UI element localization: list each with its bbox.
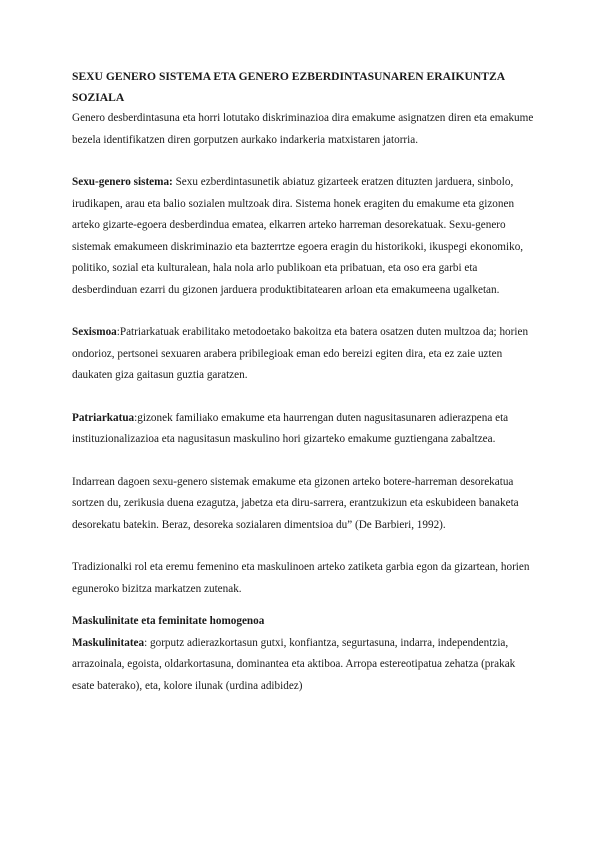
definition-text: Sexu ezberdintasunetik abiatuz gizarteek eratzen dituzten jarduera, sinbolo, irudikapen, arau eta balio sozialen multzoak dira. Sistema honek eragiten du emakume eta gizonen arteko gizarte-egoera desberdindua ematea, elkarren arteko harreman desorekatuak. Sexu-genero sistemak emakumeen diskriminazio eta bazterrtze egoera eragin du historikoki, ikuspegi ekonomiko, politiko, sozial eta kulturalean, hala nola arlo publikoan eta pribatuan, eta oso era garbi eta desberdinduan ezarri du gizonen jarduera produktibitatearen arloan eta emakumeena ugalketan.: [72, 176, 524, 296]
definition-term: Patriarkatua: [72, 411, 135, 424]
definition-text: :gizonek familiako emakume eta haurrengan duten nagusitasunaren adierazpena eta instituzionalizazioa eta nagusitasun maskulino hori gizarteko emakume guztiengana zabaltzea.: [72, 411, 509, 445]
intro-paragraph: Genero desberdintasuna eta horri lotutako diskriminazioa dira emakume asignatzen diren eta emakume bezela identifikatzen diren gorputzen aurkako indarkeria matxistaren jatorria.: [72, 112, 534, 146]
definition-maskulinitatea: [72, 633, 536, 698]
document-title: SEXU GENERO SISTEMA ETA GENERO EZBERDINTASUNAREN ERAIKUNTZA SOZIALA: [72, 70, 505, 104]
definition-sexu-genero-sistema: [72, 172, 536, 301]
definition-sexismoa: [72, 322, 536, 387]
definition-text: :Patriarkatuak erabilitako metodoetako bakoitza eta batera osatzen duten multzoa da; horien ondorioz, pertsonei sexuaren arabera pribilegioak eman edo bereizi egiten dira, eta ez zaie uzten daukaten giza gaitasun guztia garatzen.: [72, 326, 529, 381]
traditional-roles-paragraph: Tradizionalki rol eta eremu femenino eta maskulinoen arteko zatiketa garbia egon da gizartean, horien eguneroko bizitza markatzen zutenak.: [72, 561, 530, 595]
document-body: [72, 66, 536, 697]
section-subheading: Maskulinitate eta feminitate homogenoa: [72, 615, 265, 627]
definition-patriarkatua: [72, 408, 536, 451]
definition-text: : gorputz adierazkortasun gutxi, konfiantza, segurtasuna, indarra, independentzia, arrazoinala, egoista, oldarkortasuna, dominantea eta aktiboa. Arropa estereotipatua zehatza (prakak esate baterako), eta, kolore ilunak (urdina adibidez): [72, 636, 516, 692]
definition-term: Sexismoa: [72, 326, 117, 338]
barbieri-paragraph: Indarrean dagoen sexu-genero sistemak emakume eta gizonen arteko botere-harreman desorekatua sortzen du, zerikusia duena ezagutza, jabetza eta diru-sarrera, erantzukizun eta eskubideen banaketa desorekatu batekin. Beraz, desoreka sozialaren dimentsioa du” (De Barbieri, 1992).: [72, 475, 519, 531]
definition-term: Maskulinitatea: [72, 636, 145, 649]
definition-term: Sexu-genero sistema:: [72, 176, 173, 188]
